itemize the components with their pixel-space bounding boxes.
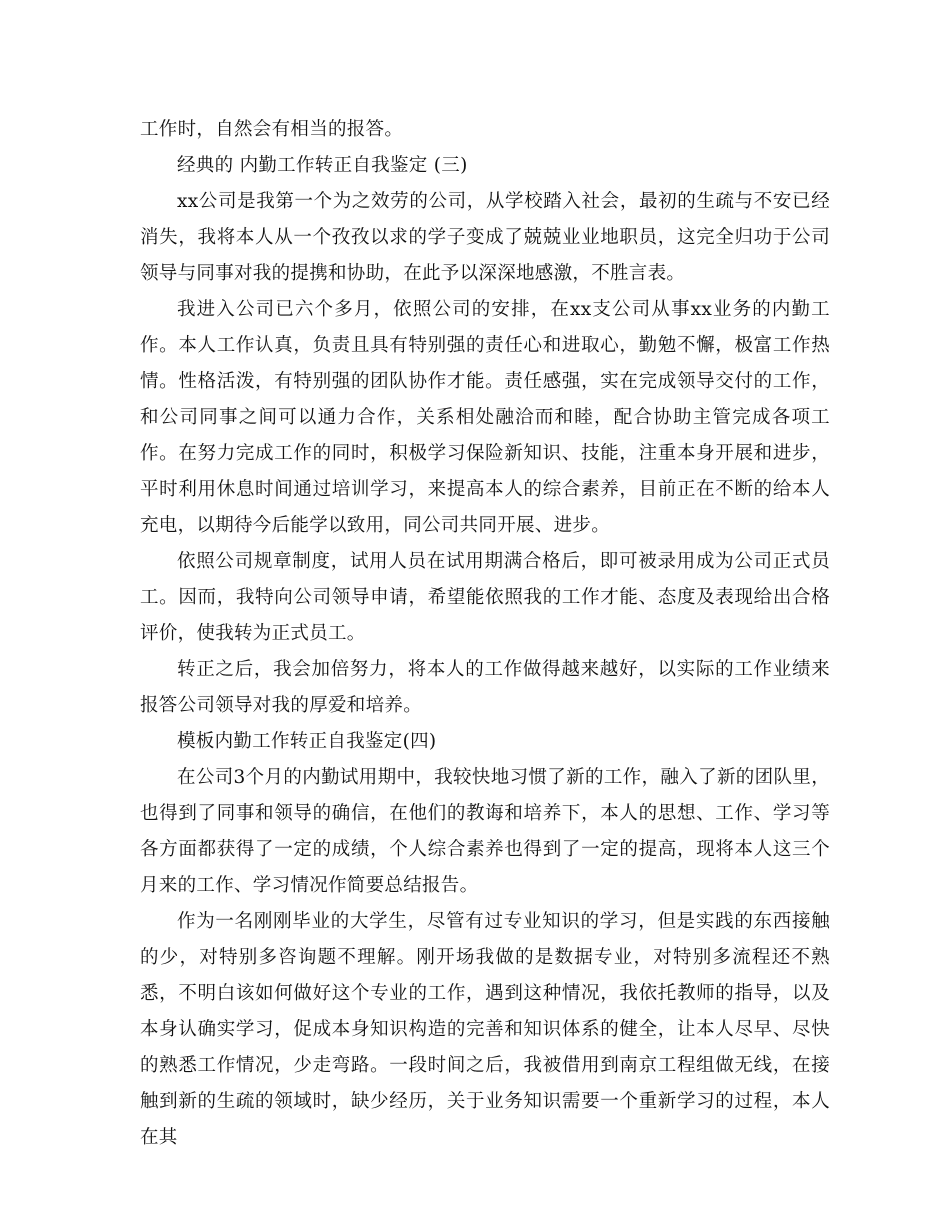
section-heading-3: 经典的 内勤工作转正自我鉴定 (三) bbox=[177, 155, 468, 176]
paragraph: 转正之后，我会加倍努力，将本人的工作做得越来越好，以实际的工作业绩来报答公司领导对我的厚爱和培养。 bbox=[140, 659, 830, 716]
paragraph: 依照公司规章制度，试用人员在试用期满合格后，即可被录用成为公司正式员工。因而，我特向公司领导申请，希望能依照我的工作才能、态度及表现给出合格评价，使我转为正式员工。 bbox=[140, 551, 830, 644]
document-body bbox=[140, 112, 830, 1156]
paragraph: 作为一名刚刚毕业的大学生，尽管有过专业知识的学习，但是实践的东西接触的少，对特别多咨询题不理解。刚开场我做的是数据专业，对特别多流程还不熟悉，不明白该如何做好这个专业的工作，遇到这种情况，我依托教师的指导，以及本身认确实学习，促成本身知识构造的完善和知识体系的健全，让本人尽早、尽快的熟悉工作情况，少走弯路。一段时间之后，我被借用到南京工程组做无线，在接触到新的生疏的领域时，缺少经历，关于业务知识需要一个重新学习的过程，本人在其 bbox=[140, 911, 830, 1148]
paragraph: 我进入公司已六个多月，依照公司的安排，在xx支公司从事xx业务的内勤工作。本人工作认真，负责且具有特别强的责任心和进取心，勤勉不懈，极富工作热情。性格活泼，有特别强的团队协作才能。责任感强，实在完成领导交付的工作，和公司同事之间可以通力合作，关系相处融洽而和睦，配合协助主管完成各项工作。在努力完成工作的同时，积极学习保险新知识、技能，注重本身开展和进步，平时利用休息时间通过培训学习，来提高本人的综合素养，目前正在不断的给本人充电，以期待今后能学以致用，同公司共同开展、进步。 bbox=[140, 299, 830, 536]
paragraph: 在公司3个月的内勤试用期中，我较快地习惯了新的工作，融入了新的团队里，也得到了同事和领导的确信，在他们的教诲和培养下，本人的思想、工作、学习等各方面都获得了一定的成绩，个人综合素养也得到了一定的提高，现将本人这三个月来的工作、学习情况作简要总结报告。 bbox=[140, 767, 830, 896]
paragraph: xx公司是我第一个为之效劳的公司，从学校踏入社会，最初的生疏与不安已经消失，我将本人从一个孜孜以求的学子变成了兢兢业业地职员，这完全归功于公司领导与同事对我的提携和协助，在此予以深深地感激，不胜言表。 bbox=[140, 191, 830, 284]
paragraph-continuation: 工作时，自然会有相当的报答。 bbox=[140, 119, 404, 140]
section-heading-4: 模板内勤工作转正自我鉴定(四) bbox=[177, 731, 437, 752]
